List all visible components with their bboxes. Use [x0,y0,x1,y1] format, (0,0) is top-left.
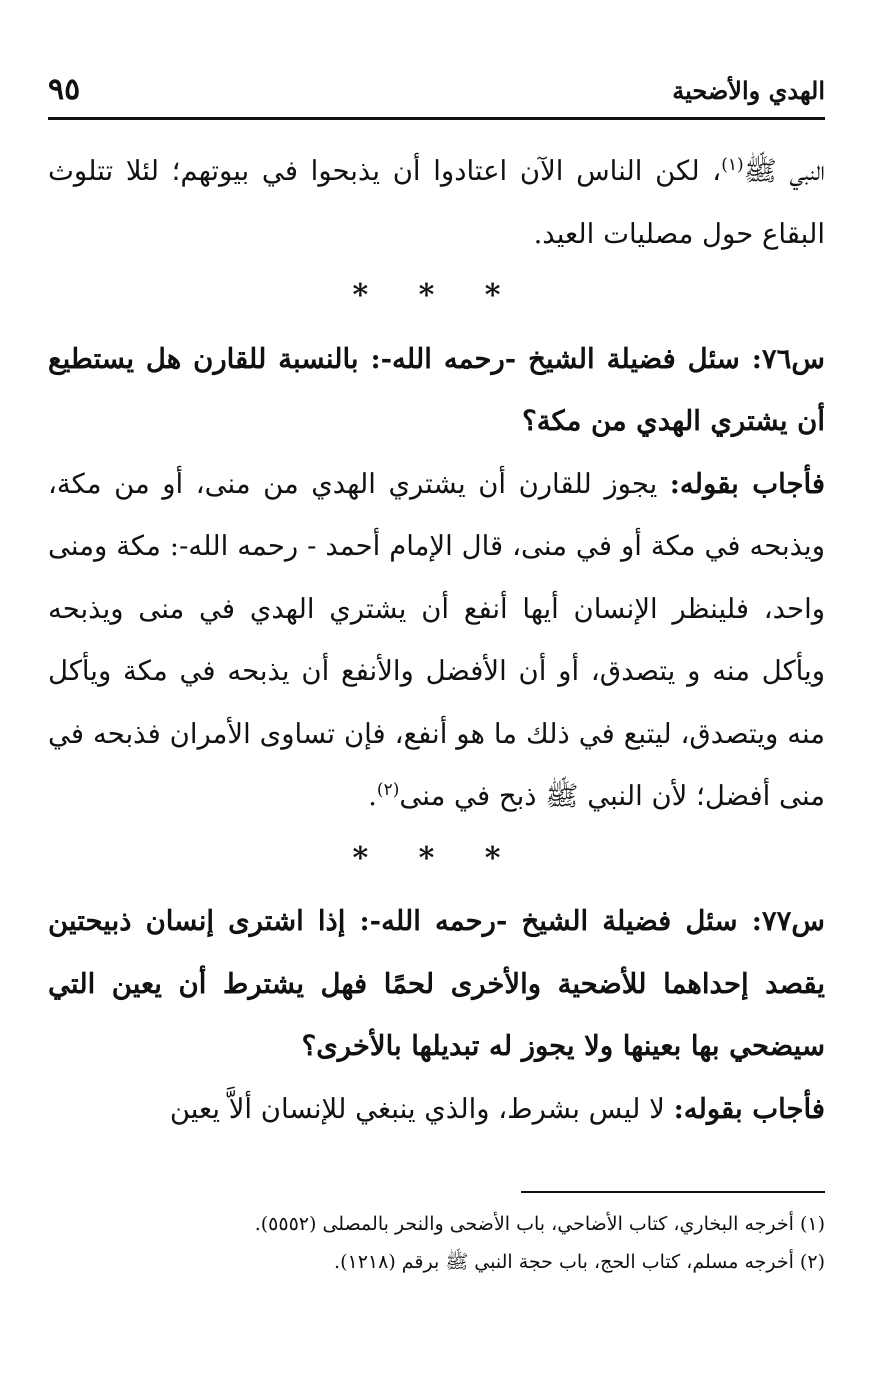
running-title: الهدي والأضحية [672,76,825,105]
footnote-2: (٢) أخرجه مسلم، كتاب الحج، باب حجة النبي ﷺ برقم (١٢١٨). [334,1251,825,1273]
footnote-divider [521,1191,825,1193]
question-77: س٧٧: سئل فضيلة الشيخ -رحمه الله-: إذا اشترى إنسان ذبيحتين يقصد إحداهما للأضحية والأخرى لحمًا فهل يشترط أن يعين التي سيضحي بها بعينها ولا يجوز له تبديلها بالأخرى؟ [48,905,825,1062]
footnotes [48,1205,825,1281]
question-76: س٧٦: سئل فضيلة الشيخ -رحمه الله-: بالنسبة للقارن هل يستطيع أن يشتري الهدي من مكة؟ [48,342,825,437]
answer-text: يجوز للقارن أن يشتري الهدي من منى، أو من مكة، ويذبحه في مكة أو في منى، قال الإمام أحمد - رحمه الله-: مكة ومنى واحد، فلينظر الإنسان أيها أنفع أن يشتري الهدي في منى ويذبحه ويأكل منه و يتصدق، أو أن الأفضل والأنفع أن يذبحه في مكة ويأكل منه ويتصدق، ليتبع في ذلك ما هو أنفع، فإن تساوى الأمران فذبحه في منى أفضل؛ لأن النبي ﷺ ذبح في منى [48,467,825,812]
answer-text: لا ليس بشرط، والذي ينبغي للإنسان ألاَّ يعين [169,1092,674,1125]
answer-end: . [368,780,377,812]
section-separator: * * * [352,840,521,876]
answer-lead: فأجاب بقوله: [673,1092,825,1125]
page-number: ٩٥ [48,72,81,107]
paragraph-continuation [48,140,825,265]
page-header [48,72,825,112]
answer-77 [48,1078,825,1141]
main-text [48,140,825,1140]
header-divider [48,117,825,120]
footnote-ref-1: (١) [721,154,744,175]
section-separator: * * * [352,278,521,313]
paragraph-text: ، لكن الناس الآن اعتادوا أن يذبحوا في بيوتهم؛ لئلا تتلوث البقاع حول مصليات العيد. [48,155,825,250]
footnote-1: (١) أخرجه البخاري، كتاب الأضاحي، باب الأضحى والنحر بالمصلى (٥٥٥٢). [254,1213,825,1235]
answer-lead: فأجاب بقوله: [669,467,825,500]
answer-76 [48,453,825,828]
paragraph-text: النبي ﷺ [743,155,825,187]
footnote-ref-2: (٢) [376,779,400,800]
